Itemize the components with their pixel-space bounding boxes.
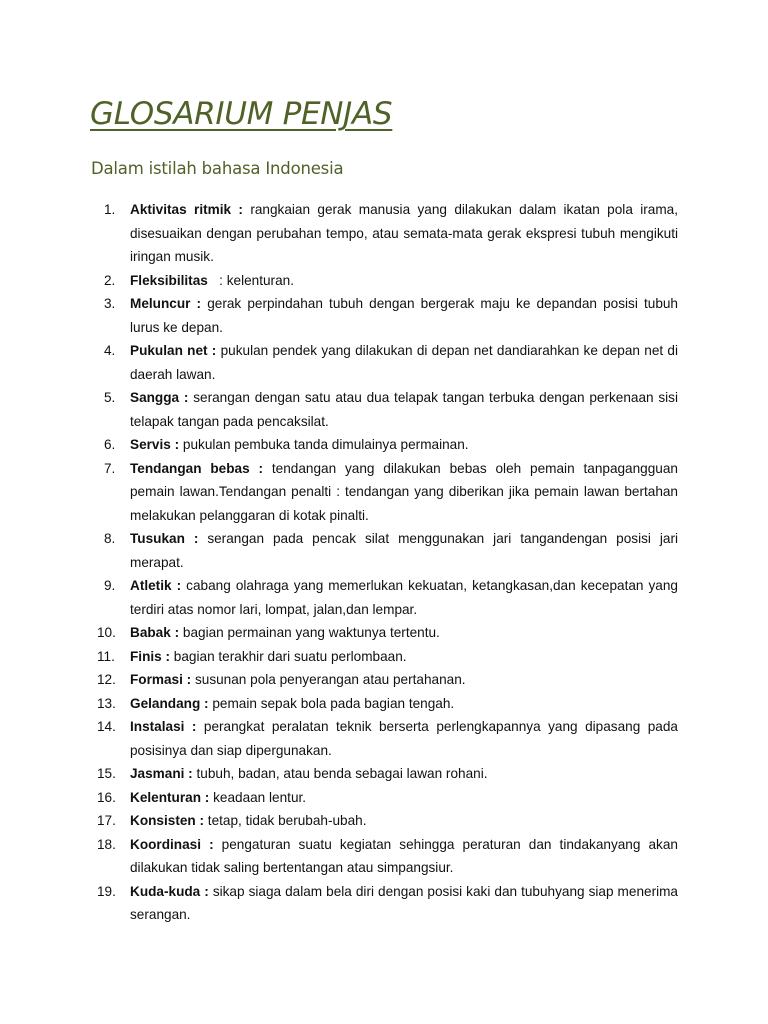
- item-number: 15.: [97, 766, 116, 781]
- glossary-item: [104, 292, 678, 339]
- glossary-definition: pukulan pendek yang dilakukan di depan net dandiarahkan ke depan net di daerah lawan.: [130, 343, 678, 382]
- glossary-item: [104, 527, 678, 574]
- item-number: 8.: [104, 531, 116, 546]
- glossary-definition: pemain sepak bola pada bagian tengah.: [208, 695, 455, 711]
- glossary-definition: gerak perpindahan tubuh dengan bergerak maju ke depandan posisi tubuh lurus ke depan.: [130, 296, 678, 335]
- item-number: 2.: [104, 272, 116, 288]
- item-number: 10.: [97, 625, 116, 640]
- glossary-definition: tetap, tidak berubah-ubah.: [204, 813, 367, 828]
- glossary-term: Formasi :: [130, 672, 192, 687]
- item-number: 9.: [104, 578, 116, 593]
- item-number: 14.: [97, 719, 116, 734]
- glossary-definition: bagian terakhir dari suatu perlombaan.: [170, 648, 407, 664]
- item-number: 1.: [104, 202, 116, 217]
- item-number: 3.: [104, 296, 116, 311]
- page-title: GLOSARIUM PENJAS: [90, 96, 393, 132]
- glossary-term: Gelandang :: [130, 695, 209, 711]
- glossary-item: [97, 715, 678, 762]
- page-subtitle: Dalam istilah bahasa Indonesia: [91, 159, 344, 178]
- glossary-term: Sangga :: [130, 390, 189, 405]
- glossary-term: Jasmani :: [130, 766, 193, 781]
- glossary-term: Kelenturan :: [130, 789, 210, 805]
- glossary-definition: serangan dengan satu atau dua telapak tangan terbuka dengan perkenaan sisi telapak tangan pada pencaksilat.: [130, 390, 678, 429]
- glossary-term: Instalasi :: [130, 719, 197, 734]
- glossary-item: [97, 833, 678, 880]
- item-number: 12.: [97, 672, 116, 687]
- glossary-definition: keadaan lentur.: [209, 789, 307, 805]
- glossary-definition: : kelenturan.: [207, 272, 294, 288]
- glossary-definition: pukulan pembuka tanda dimulainya permainan.: [179, 437, 469, 452]
- glossary-definition: pengaturan suatu kegiatan sehingga peraturan dan tindakanyang akan dilakukan tidak saling bertentangan atau simpangsiur.: [130, 836, 678, 875]
- glossary-term: Pukulan net :: [130, 343, 217, 358]
- glossary-definition: rangkaian gerak manusia yang dilakukan dalam ikatan pola irama, disesuaikan dengan perubahan tempo, atau semata-mata gerak ekspresi tubuh mengikuti iringan musik.: [130, 202, 679, 264]
- glossary-term: Tendangan bebas :: [130, 460, 264, 476]
- glossary-item: [97, 668, 678, 692]
- glossary-definition: sikap siaga dalam bela diri dengan posisi kaki dan tubuhyang siap menerima serangan.: [130, 883, 678, 922]
- glossary-term: Atletik :: [130, 578, 182, 593]
- item-number: 16.: [97, 789, 116, 805]
- glossary-item: [104, 457, 678, 528]
- glossary-list: [97, 198, 679, 927]
- glossary-term: Konsisten :: [130, 813, 205, 828]
- glossary-term: Finis :: [130, 648, 171, 664]
- glossary-term: Servis :: [130, 437, 180, 452]
- glossary-item: [104, 386, 678, 433]
- glossary-item: [104, 574, 678, 621]
- glossary-definition: tubuh, badan, atau benda sebagai lawan rohani.: [192, 766, 488, 781]
- glossary-item: [104, 269, 678, 293]
- glossary-item: [97, 786, 678, 810]
- glossary-item: [104, 433, 678, 457]
- item-number: 6.: [104, 437, 116, 452]
- glossary-item: [104, 339, 678, 386]
- item-number: 13.: [97, 695, 116, 711]
- glossary-definition: cabang olahraga yang memerlukan kekuatan, ketangkasan,dan kecepatan yang terdiri atas nomor lari, lompat, jalan,dan lempar.: [130, 578, 678, 617]
- glossary-item: [97, 762, 678, 786]
- item-number: 7.: [104, 460, 116, 476]
- glossary-definition: perangkat peralatan teknik berserta perlengkapannya yang dipasang pada posisinya dan siap dipergunakan.: [130, 719, 678, 758]
- glossary-term: Aktivitas ritmik :: [130, 202, 243, 217]
- glossary-item: [97, 880, 678, 927]
- glossary-term: Meluncur :: [130, 296, 202, 311]
- glossary-definition: bagian permainan yang waktunya tertentu.: [179, 625, 440, 640]
- item-number: 4.: [104, 343, 116, 358]
- glossary-term: Kuda-kuda :: [130, 883, 209, 899]
- glossary-definition: susunan pola penyerangan atau pertahanan.: [191, 672, 466, 687]
- glossary-item: [97, 621, 678, 645]
- glossary-definition: serangan pada pencak silat menggunakan jari tangandengan posisi jari merapat.: [130, 531, 678, 570]
- item-number: 17.: [97, 813, 116, 828]
- glossary-item: [97, 692, 678, 716]
- glossary-term: Babak :: [130, 625, 180, 640]
- glossary-item: [97, 809, 678, 833]
- item-number: 5.: [104, 390, 116, 405]
- glossary-term: Fleksibilitas: [130, 272, 208, 288]
- glossary-item: [104, 198, 679, 269]
- item-number: 11.: [97, 648, 115, 664]
- glossary-term: Koordinasi :: [130, 836, 214, 852]
- glossary-definition: tendangan yang dilakukan bebas oleh pemain tanpagangguan pemain lawan.Tendangan penalti : tendangan yang diberikan jika pemain lawan bertahan melakukan pelanggaran di kotak pinalti.: [130, 460, 678, 523]
- glossary-term: Tusukan :: [130, 531, 199, 546]
- item-number: 18.: [97, 836, 116, 852]
- item-number: 19.: [97, 883, 116, 899]
- glossary-item: [97, 645, 678, 669]
